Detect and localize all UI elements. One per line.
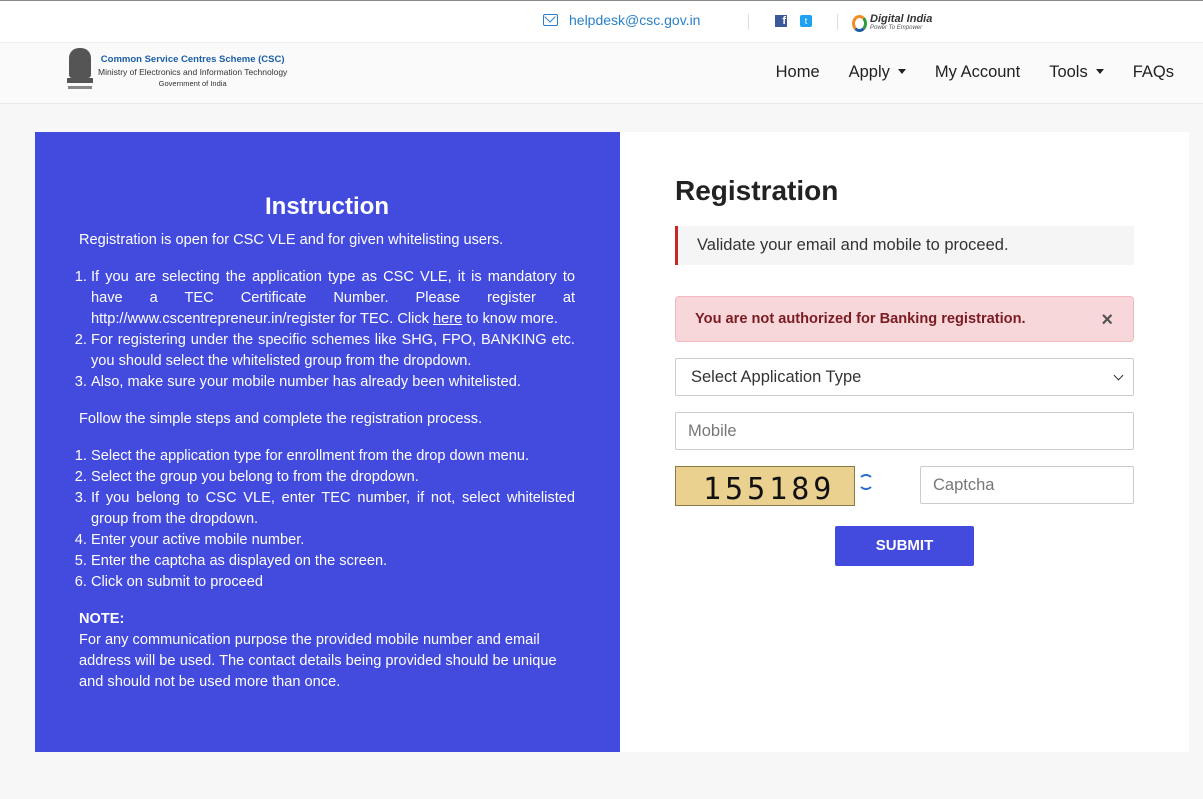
- list-item: 5. Enter the captcha as displayed on the screen.: [91, 551, 575, 572]
- instruction-intro: Registration is open for CSC VLE and for given whitelisting users.: [79, 232, 504, 248]
- main-header: [0, 43, 1203, 104]
- application-type-select[interactable]: [675, 358, 1134, 396]
- caret-down-icon: [898, 69, 906, 74]
- nav-tools[interactable]: Tools: [1049, 63, 1104, 82]
- close-icon[interactable]: ×: [1101, 309, 1113, 331]
- captcha-input[interactable]: Captcha: [920, 466, 1134, 504]
- instruction-panel: [35, 132, 620, 752]
- mobile-input[interactable]: Mobile: [675, 412, 1134, 450]
- steps-intro: Follow the simple steps and complete the registration process.: [79, 411, 483, 427]
- submit-button[interactable]: SUBMIT: [835, 526, 974, 566]
- nav-faqs[interactable]: FAQs: [1132, 63, 1174, 81]
- list-item: 3. If you belong to CSC VLE, enter TEC number, if not, select whitelisted group from the dropdown.: [91, 488, 575, 530]
- error-alert: [675, 296, 1134, 342]
- nav-apply[interactable]: Apply: [849, 63, 906, 82]
- list-item: 1. Select the application type for enrollment from the drop down menu.: [91, 446, 575, 467]
- nav-home[interactable]: Home: [775, 63, 820, 81]
- refresh-captcha-icon[interactable]: [858, 474, 874, 490]
- list-item: 3. Also, make sure your mobile number has already been whitelisted.: [91, 372, 575, 393]
- nav-my-account[interactable]: My Account: [934, 63, 1021, 81]
- steps-list: [91, 446, 575, 593]
- list-item: 1. If you are selecting the application type as CSC VLE, it is mandatory to have a TEC Certificate Number. Please register at http://www.cscentrepreneur.in/register for TEC. Click here to know more.: [91, 267, 575, 330]
- helpdesk-email-link[interactable]: [543, 12, 700, 28]
- list-item: 4. Enter your active mobile number.: [91, 530, 575, 551]
- registration-title: Registration: [675, 175, 839, 206]
- helpdesk-email[interactable]: helpdesk@csc.gov.in: [569, 12, 701, 28]
- digital-india-logo: [852, 13, 932, 33]
- org-name: Common Service Centres Scheme (CSC): [100, 54, 285, 65]
- select-value: Select Application Type: [691, 368, 862, 386]
- list-item: 2. Select the group you belong to from the dropdown.: [91, 467, 575, 488]
- twitter-icon[interactable]: t: [800, 15, 812, 27]
- national-emblem-icon: [66, 48, 94, 96]
- top-bar: [0, 0, 1203, 43]
- alert-message: You are not authorized for Banking registration.: [695, 311, 1026, 327]
- csc-logo[interactable]: [66, 48, 287, 96]
- digital-india-tagline: Power To Empower: [870, 25, 923, 31]
- rules-list: [91, 267, 575, 393]
- divider: [748, 14, 749, 30]
- tec-register-link[interactable]: here: [433, 311, 463, 327]
- main-nav: [747, 63, 1174, 82]
- instruction-title: Instruction: [265, 193, 389, 220]
- chevron-down-icon: [1114, 371, 1124, 381]
- registration-panel: [620, 132, 1189, 752]
- digital-india-swirl-icon: [852, 15, 867, 32]
- government-name: Government of India: [158, 79, 227, 88]
- facebook-icon[interactable]: f: [775, 15, 787, 27]
- note-title: NOTE:: [79, 611, 125, 627]
- captcha-image: 155189: [675, 466, 855, 506]
- ministry-name: Ministry of Electronics and Information Technology: [98, 67, 288, 77]
- caret-down-icon: [1096, 69, 1104, 74]
- divider: [837, 14, 838, 30]
- captcha-row: [675, 466, 1134, 554]
- list-item: 2. For registering under the specific schemes like SHG, FPO, BANKING etc. you should select the whitelisted group from the dropdown.: [91, 330, 575, 372]
- validate-notice: Validate your email and mobile to proceed.: [675, 226, 1134, 265]
- note-text: For any communication purpose the provided mobile number and email address will be used. The contact details being provided should be unique and should not be used more than once.: [79, 632, 557, 690]
- list-item: 6. Click on submit to proceed: [91, 572, 575, 593]
- digital-india-title: Digital India: [870, 13, 933, 25]
- envelope-icon: [543, 14, 558, 26]
